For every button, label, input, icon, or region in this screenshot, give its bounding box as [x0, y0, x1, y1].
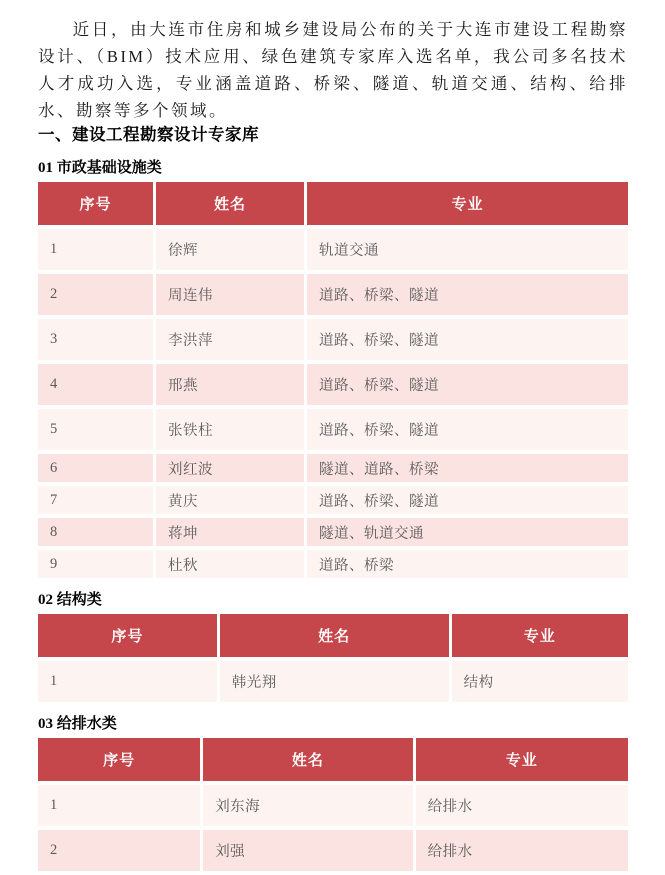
cell-name: 韩光翔	[220, 661, 452, 706]
table-row	[38, 319, 628, 364]
cell-name: 刘东海	[203, 785, 415, 830]
column-header-name: 姓名	[220, 614, 452, 661]
column-header-index: 序号	[38, 182, 156, 229]
cell-specialty: 结构	[452, 661, 628, 706]
cell-index: 1	[38, 785, 203, 830]
section-heading: 一、建设工程勘察设计专家库	[38, 125, 259, 144]
cell-specialty: 给排水	[416, 830, 628, 875]
cell-index: 1	[38, 661, 220, 706]
cell-index: 2	[38, 274, 156, 319]
cell-specialty: 道路、桥梁、隧道	[307, 364, 628, 409]
cell-name: 刘红波	[156, 454, 307, 486]
table-row	[38, 785, 628, 830]
table-row	[38, 454, 628, 486]
cell-name: 徐辉	[156, 229, 307, 274]
table-row	[38, 661, 628, 706]
cell-name: 蒋坤	[156, 518, 307, 550]
table-row	[38, 518, 628, 550]
table-row	[38, 364, 628, 409]
cell-index: 2	[38, 830, 203, 875]
column-header-specialty: 专业	[307, 182, 628, 229]
table-municipal-infrastructure	[38, 182, 628, 582]
cell-specialty: 道路、桥梁、隧道	[307, 319, 628, 364]
table-water-drainage	[38, 738, 628, 875]
cell-name: 黄庆	[156, 486, 307, 518]
cell-specialty: 道路、桥梁、隧道	[307, 486, 628, 518]
cell-index: 4	[38, 364, 156, 409]
intro-paragraph: 近日，由大连市住房和城乡建设局公布的关于大连市建设工程勘察设计、（BIM）技术应用、绿色建筑专家库入选名单，我公司多名技术人才成功入选，专业涵盖道路、桥梁、隧道、轨道交通、结构、给排水、勘察等多个领域。	[38, 20, 628, 120]
cell-index: 8	[38, 518, 156, 550]
table-header-row	[38, 182, 628, 229]
table-row	[38, 409, 628, 454]
cell-specialty: 给排水	[416, 785, 628, 830]
cell-name: 邢燕	[156, 364, 307, 409]
cell-name: 杜秋	[156, 550, 307, 582]
cell-name: 刘强	[203, 830, 415, 875]
column-header-index: 序号	[38, 738, 203, 785]
table-title-municipal: 01 市政基础设施类	[38, 160, 162, 176]
table-row	[38, 274, 628, 319]
column-header-name: 姓名	[203, 738, 415, 785]
cell-index: 9	[38, 550, 156, 582]
cell-name: 李洪萍	[156, 319, 307, 364]
cell-index: 3	[38, 319, 156, 364]
table-row	[38, 229, 628, 274]
cell-index: 5	[38, 409, 156, 454]
table-row	[38, 550, 628, 582]
cell-specialty: 道路、桥梁	[307, 550, 628, 582]
cell-name: 周连伟	[156, 274, 307, 319]
column-header-specialty: 专业	[452, 614, 628, 661]
cell-specialty: 道路、桥梁、隧道	[307, 409, 628, 454]
cell-index: 6	[38, 454, 156, 486]
table-header-row	[38, 738, 628, 785]
table-structure	[38, 614, 628, 706]
table-title-structure: 02 结构类	[38, 592, 102, 608]
table-title-drainage: 03 给排水类	[38, 716, 117, 732]
cell-specialty: 隧道、轨道交通	[307, 518, 628, 550]
column-header-index: 序号	[38, 614, 220, 661]
table-row	[38, 486, 628, 518]
column-header-specialty: 专业	[416, 738, 628, 785]
column-header-name: 姓名	[156, 182, 307, 229]
cell-specialty: 隧道、道路、桥梁	[307, 454, 628, 486]
cell-name: 张铁柱	[156, 409, 307, 454]
table-row	[38, 830, 628, 875]
cell-specialty: 道路、桥梁、隧道	[307, 274, 628, 319]
cell-specialty: 轨道交通	[307, 229, 628, 274]
table-header-row	[38, 614, 628, 661]
cell-index: 7	[38, 486, 156, 518]
cell-index: 1	[38, 229, 156, 274]
